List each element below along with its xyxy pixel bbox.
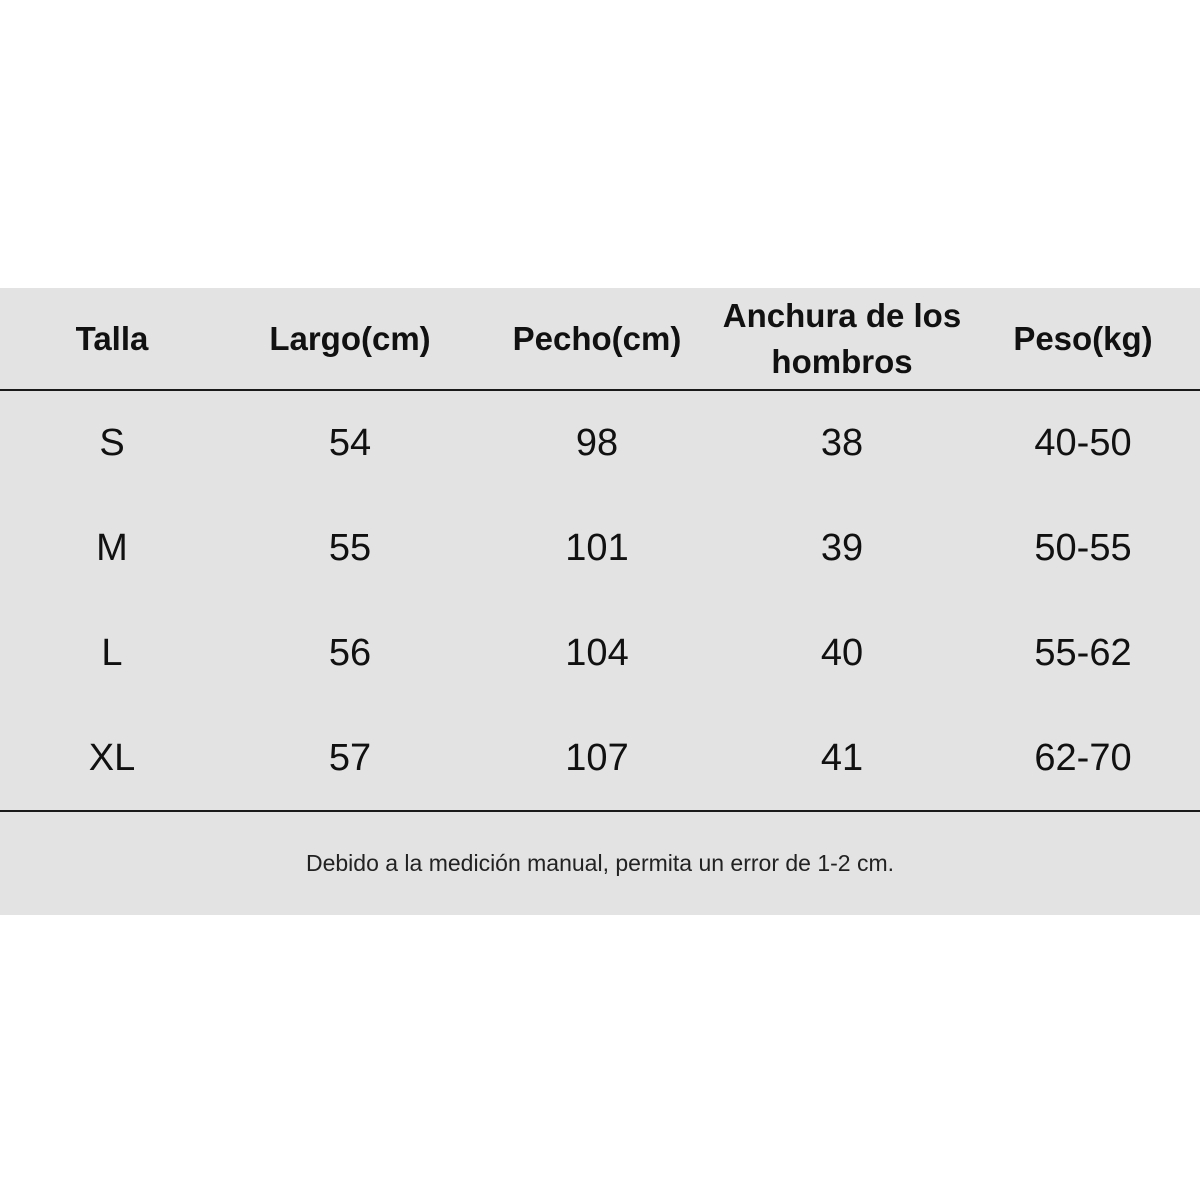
cell-largo: 55 bbox=[328, 527, 372, 569]
cell-talla: M bbox=[96, 527, 128, 569]
cell-pecho: 98 bbox=[575, 422, 619, 464]
table-row bbox=[0, 391, 1200, 496]
cell-pecho: 107 bbox=[565, 737, 629, 779]
cell-peso: 55-62 bbox=[1034, 632, 1132, 674]
header-anchura-hombros: Anchura de los hombros bbox=[722, 296, 962, 380]
cell-peso: 62-70 bbox=[1034, 737, 1132, 779]
cell-talla: L bbox=[101, 632, 123, 674]
cell-largo: 54 bbox=[328, 422, 372, 464]
table-row bbox=[0, 496, 1200, 601]
header-talla: Talla bbox=[75, 319, 149, 357]
cell-talla: XL bbox=[88, 737, 136, 779]
header-peso: Peso(kg) bbox=[1013, 319, 1153, 357]
header-pecho: Pecho(cm) bbox=[512, 319, 682, 357]
cell-peso: 50-55 bbox=[1034, 527, 1132, 569]
cell-anchura-hombros: 38 bbox=[820, 422, 864, 464]
cell-pecho: 104 bbox=[565, 632, 629, 674]
cell-anchura-hombros: 41 bbox=[820, 737, 864, 779]
cell-peso: 40-50 bbox=[1034, 422, 1132, 464]
cell-largo: 57 bbox=[328, 737, 372, 779]
cell-largo: 56 bbox=[328, 632, 372, 674]
cell-anchura-hombros: 39 bbox=[820, 527, 864, 569]
measurement-note: Debido a la medición manual, permita un error de 1-2 cm. bbox=[305, 850, 895, 876]
table-body bbox=[0, 391, 1200, 810]
table-row bbox=[0, 706, 1200, 811]
table-header-row bbox=[0, 288, 1200, 389]
header-largo: Largo(cm) bbox=[269, 319, 431, 357]
cell-pecho: 101 bbox=[565, 527, 629, 569]
size-chart-panel bbox=[0, 288, 1200, 915]
table-row bbox=[0, 601, 1200, 706]
cell-talla: S bbox=[99, 422, 125, 464]
cell-anchura-hombros: 40 bbox=[820, 632, 864, 674]
